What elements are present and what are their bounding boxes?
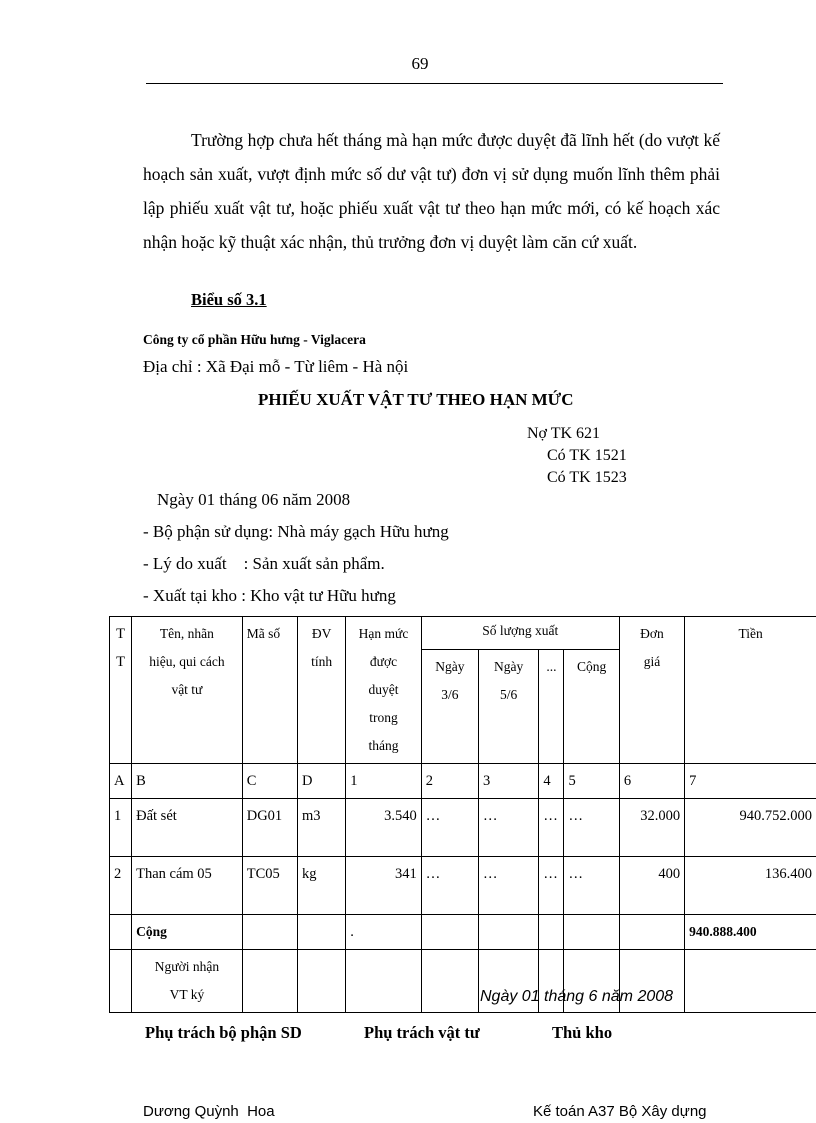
header-amount: Tiền — [685, 617, 816, 764]
header-dots: ... — [539, 650, 564, 764]
cell-price: 32.000 — [619, 799, 684, 857]
total-row — [110, 915, 816, 950]
cell-name: Đất sét — [132, 799, 243, 857]
receiver-label: Người nhận VT ký — [132, 950, 243, 1013]
index-cell: 2 — [421, 764, 478, 799]
index-cell: 1 — [346, 764, 421, 799]
signature-date: Ngày 01 tháng 6 năm 2008 — [480, 988, 674, 1005]
company-name: Công ty cổ phần Hữu hưng - Viglacera — [143, 332, 366, 347]
header-name: Tên, nhãn hiệu, qui cách vật tư — [132, 617, 243, 764]
header-day-1: Ngày 3/6 — [421, 650, 478, 764]
cell-code: TC05 — [242, 857, 297, 915]
header-day-2: Ngày 5/6 — [479, 650, 539, 764]
info-reason: - Lý do xuất : Sản xuất sản phẩm. — [143, 554, 385, 573]
cell-limit: 341 — [346, 857, 421, 915]
index-cell: B — [132, 764, 243, 799]
index-row — [110, 764, 816, 799]
index-cell: 7 — [685, 764, 816, 799]
index-cell: C — [242, 764, 297, 799]
account-credit-1: Có TK 1521 — [547, 447, 627, 464]
intro-paragraph: Trường hợp chưa hết tháng mà hạn mức được duyệt đã lĩnh hết (do vượt kế hoạch sản xuất, vượt định mức số dư vật tư) đơn vị sử dụng muốn lĩnh thêm phải lập phiếu xuất vật tư, hoặc phiếu xuất vật tư theo hạn mức mới, có kế hoạch xác nhận hoặc kỹ thuật xác nhận, thủ trưởng đơn vị duyệt làm căn cứ xuất. — [143, 130, 720, 252]
cell-total: … — [564, 799, 619, 857]
cell-amount: 136.400 — [685, 857, 816, 915]
form-label: Biểu số 3.1 — [191, 290, 267, 309]
cell-unit: kg — [298, 857, 346, 915]
cell-unit: m3 — [298, 799, 346, 857]
header-total: Cộng — [564, 650, 619, 764]
company-address: Địa chỉ : Xã Đại mỗ - Từ liêm - Hà nội — [143, 357, 409, 376]
cell-day-2: … — [479, 857, 539, 915]
receiver-row — [110, 950, 816, 1013]
index-cell: 3 — [479, 764, 539, 799]
cell-limit: 3.540 — [346, 799, 421, 857]
index-cell: D — [298, 764, 346, 799]
header-rule — [146, 83, 723, 84]
cell-price: 400 — [619, 857, 684, 915]
footer-author: Dương Quỳnh Hoa — [143, 1103, 275, 1120]
signature-storekeeper: Thủ kho — [552, 1023, 613, 1042]
form-date: Ngày 01 tháng 06 năm 2008 — [157, 490, 351, 509]
signature-department: Phụ trách bộ phận SD — [145, 1023, 302, 1042]
page-number: 69 — [411, 54, 429, 73]
index-cell: 6 — [619, 764, 684, 799]
info-department: - Bộ phận sử dụng: Nhà máy gạch Hữu hưng — [143, 522, 449, 541]
header-limit: Hạn mức được duyệt trong tháng — [346, 617, 421, 764]
header-unit: ĐV tính — [298, 617, 346, 764]
form-title: PHIẾU XUẤT VẬT TƯ THEO HẠN MỨC — [258, 390, 574, 409]
total-amount: 940.888.400 — [685, 915, 816, 950]
cell-total: … — [564, 857, 619, 915]
materials-table — [109, 616, 816, 1013]
cell-name: Than cám 05 — [132, 857, 243, 915]
header-qty-group: Số lượng xuất — [421, 617, 619, 650]
account-credit-2: Có TK 1523 — [547, 469, 627, 486]
header-price: Đơn giá — [619, 617, 684, 764]
cell-day-1: … — [421, 799, 478, 857]
info-warehouse: - Xuất tại kho : Kho vật tư Hữu hưng — [143, 586, 396, 605]
cell-code: DG01 — [242, 799, 297, 857]
footer-org: Kế toán A37 Bộ Xây dựng — [533, 1103, 707, 1120]
index-cell: A — [110, 764, 132, 799]
table-row — [110, 857, 816, 915]
header-tt: T T — [110, 617, 132, 764]
cell-day-1: … — [421, 857, 478, 915]
cell-amount: 940.752.000 — [685, 799, 816, 857]
cell-tt: 1 — [110, 799, 132, 857]
cell-day-2: … — [479, 799, 539, 857]
cell-day-more: … — [539, 857, 564, 915]
total-limit: . — [346, 915, 421, 950]
header-code: Mã số — [242, 617, 297, 764]
cell-tt: 2 — [110, 857, 132, 915]
index-cell: 5 — [564, 764, 619, 799]
header-row-1 — [110, 617, 816, 650]
table-row — [110, 799, 816, 857]
cell-day-more: … — [539, 799, 564, 857]
index-cell: 4 — [539, 764, 564, 799]
total-label: Cộng — [132, 915, 243, 950]
signature-materials: Phụ trách vật tư — [364, 1023, 480, 1042]
account-debit: Nợ TK 621 — [527, 425, 601, 442]
